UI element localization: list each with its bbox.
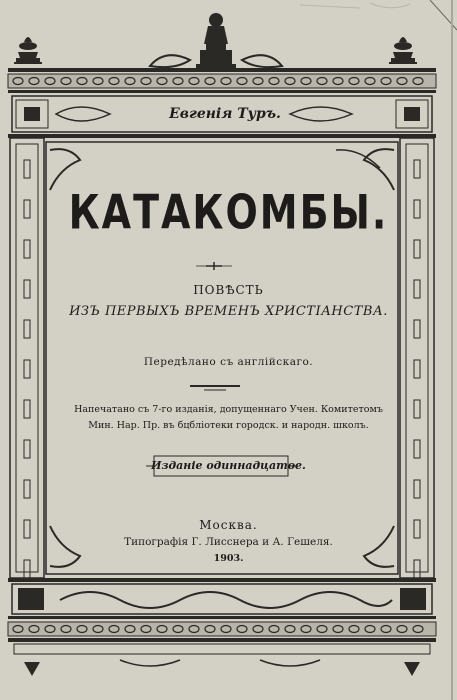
- adaptation-note: Передѣлано съ англійскаго.: [143, 356, 314, 368]
- pillar-mark: [414, 440, 420, 458]
- pillar-mark: [24, 240, 30, 258]
- urn-left-icon: [14, 37, 42, 64]
- urn-right-icon: [389, 37, 417, 64]
- book-title: КАТАКОМБЫ.: [68, 184, 389, 240]
- edition-number: Изданіе одиннадцатое.: [151, 459, 306, 472]
- pillar-mark: [414, 320, 420, 338]
- subtitle-line-1: ПОВѢСТЬ: [193, 283, 264, 297]
- author-name: Евгенія Туръ.: [169, 106, 281, 122]
- pillar-mark: [414, 480, 420, 498]
- imprint-city: Москва.: [199, 518, 258, 532]
- pillar-mark: [24, 480, 30, 498]
- subtitle-line-2: ИЗЪ ПЕРВЫХЪ ВРЕМЕНЪ ХРИСТІАНСТВА.: [69, 304, 388, 319]
- pillar-mark: [414, 160, 420, 178]
- edition-note-line-1: Напечатано съ 7-го изданія, допущеннаго Учен. Комитетомъ: [74, 404, 383, 415]
- imprint-year: 1903.: [213, 553, 244, 564]
- pillar-mark: [414, 240, 420, 258]
- pillar-mark: [24, 440, 30, 458]
- pillar-mark: [24, 160, 30, 178]
- pillar-mark: [24, 320, 30, 338]
- edition-note-line-2: Мин. Нар. Пр. въ бцбліотеки городск. и народн. школъ.: [88, 420, 369, 431]
- imprint-printer: Типографія Г. Лисснера и А. Гешеля.: [124, 536, 333, 548]
- library-stamp: [300, 0, 420, 12]
- bust-icon: [196, 13, 236, 68]
